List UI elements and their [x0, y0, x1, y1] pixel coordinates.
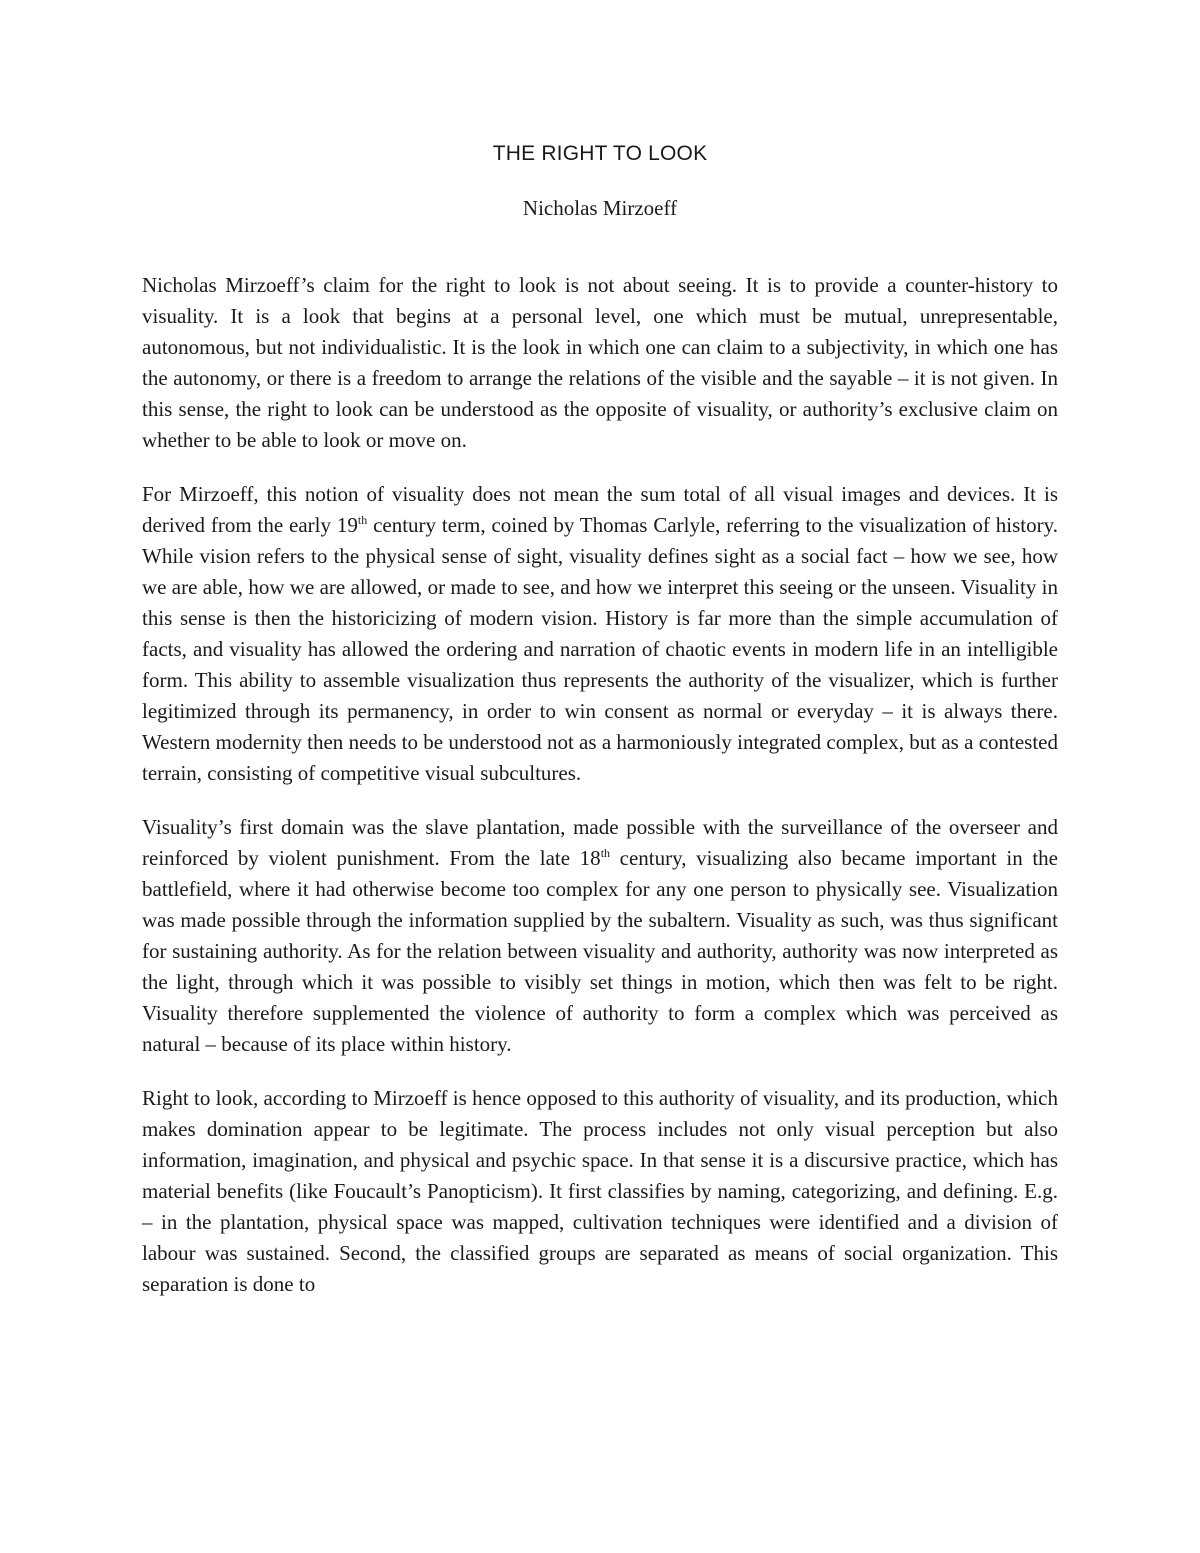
- document-author: Nicholas Mirzoeff: [522, 196, 678, 220]
- paragraph-2-superscript: th: [357, 513, 368, 527]
- paragraph-3-part-a: Visuality’s first domain was the slave plantation, made possible with the surveillance of the overseer and reinforced by violent punishment. From the late 18: [142, 815, 1058, 870]
- document-body: [142, 270, 1058, 1323]
- paragraph-3-part-b: century, visualizing also became important in the battlefield, where it had otherwise become too complex for any one person to physically see. Visualization was made possible through the information supplied by the subaltern. Visuality as such, was thus significant for sustaining authority. As for the relation between visuality and authority, authority was now interpreted as the light, through which it was possible to visibly set things in motion, which then was felt to be right. Visuality therefore supplemented the violence of authority to form a complex which was perceived as natural – because of its place within history.: [142, 846, 1058, 1056]
- paragraph-3: [142, 812, 1058, 1060]
- paragraph-2-part-a: For Mirzoeff, this notion of visuality does not mean the sum total of all visual images and devices. It is derived from the early 19: [142, 482, 1058, 537]
- paragraph-4: Right to look, according to Mirzoeff is hence opposed to this authority of visuality, and its production, which makes domination appear to be legitimate. The process includes not only visual perception but also information, imagination, and physical and psychic space. In that sense it is a discursive practice, which has material benefits (like Foucault’s Panopticism). It first classifies by naming, categorizing, and defining. E.g. – in the plantation, physical space was mapped, cultivation techniques were identified and a division of labour was sustained. Second, the classified groups are separated as means of social organization. This separation is done to: [142, 1086, 1058, 1296]
- paragraph-3-superscript: th: [600, 846, 611, 860]
- paragraph-2-part-b: century term, coined by Thomas Carlyle, referring to the visualization of history. While vision refers to the physical sense of sight, visuality defines sight as a social fact – how we see, how we are able, how we are allowed, or made to see, and how we interpret this seeing or the unseen. Visuality in this sense is then the historicizing of modern vision. History is far more than the simple accumulation of facts, and visuality has allowed the ordering and narration of chaotic events in modern life in an intelligible form. This ability to assemble visualization thus represents the authority of the visualizer, which is further legitimized through its permanency, in order to win consent as normal or everyday – it is always there. Western modernity then needs to be understood not as a harmoniously integrated complex, but as a contested terrain, consisting of competitive visual subcultures.: [142, 513, 1058, 785]
- document-title: THE RIGHT TO LOOK: [492, 142, 708, 165]
- paragraph-2: [142, 479, 1058, 789]
- paragraph-1: Nicholas Mirzoeff’s claim for the right to look is not about seeing. It is to provide a counter-history to visuality. It is a look that begins at a personal level, one which must be mutual, unrepresentable, autonomous, but not individualistic. It is the look in which one can claim to a subjectivity, in which one has the autonomy, or there is a freedom to arrange the relations of the visible and the sayable – it is not given. In this sense, the right to look can be understood as the opposite of visuality, or authority’s exclusive claim on whether to be able to look or move on.: [142, 273, 1058, 452]
